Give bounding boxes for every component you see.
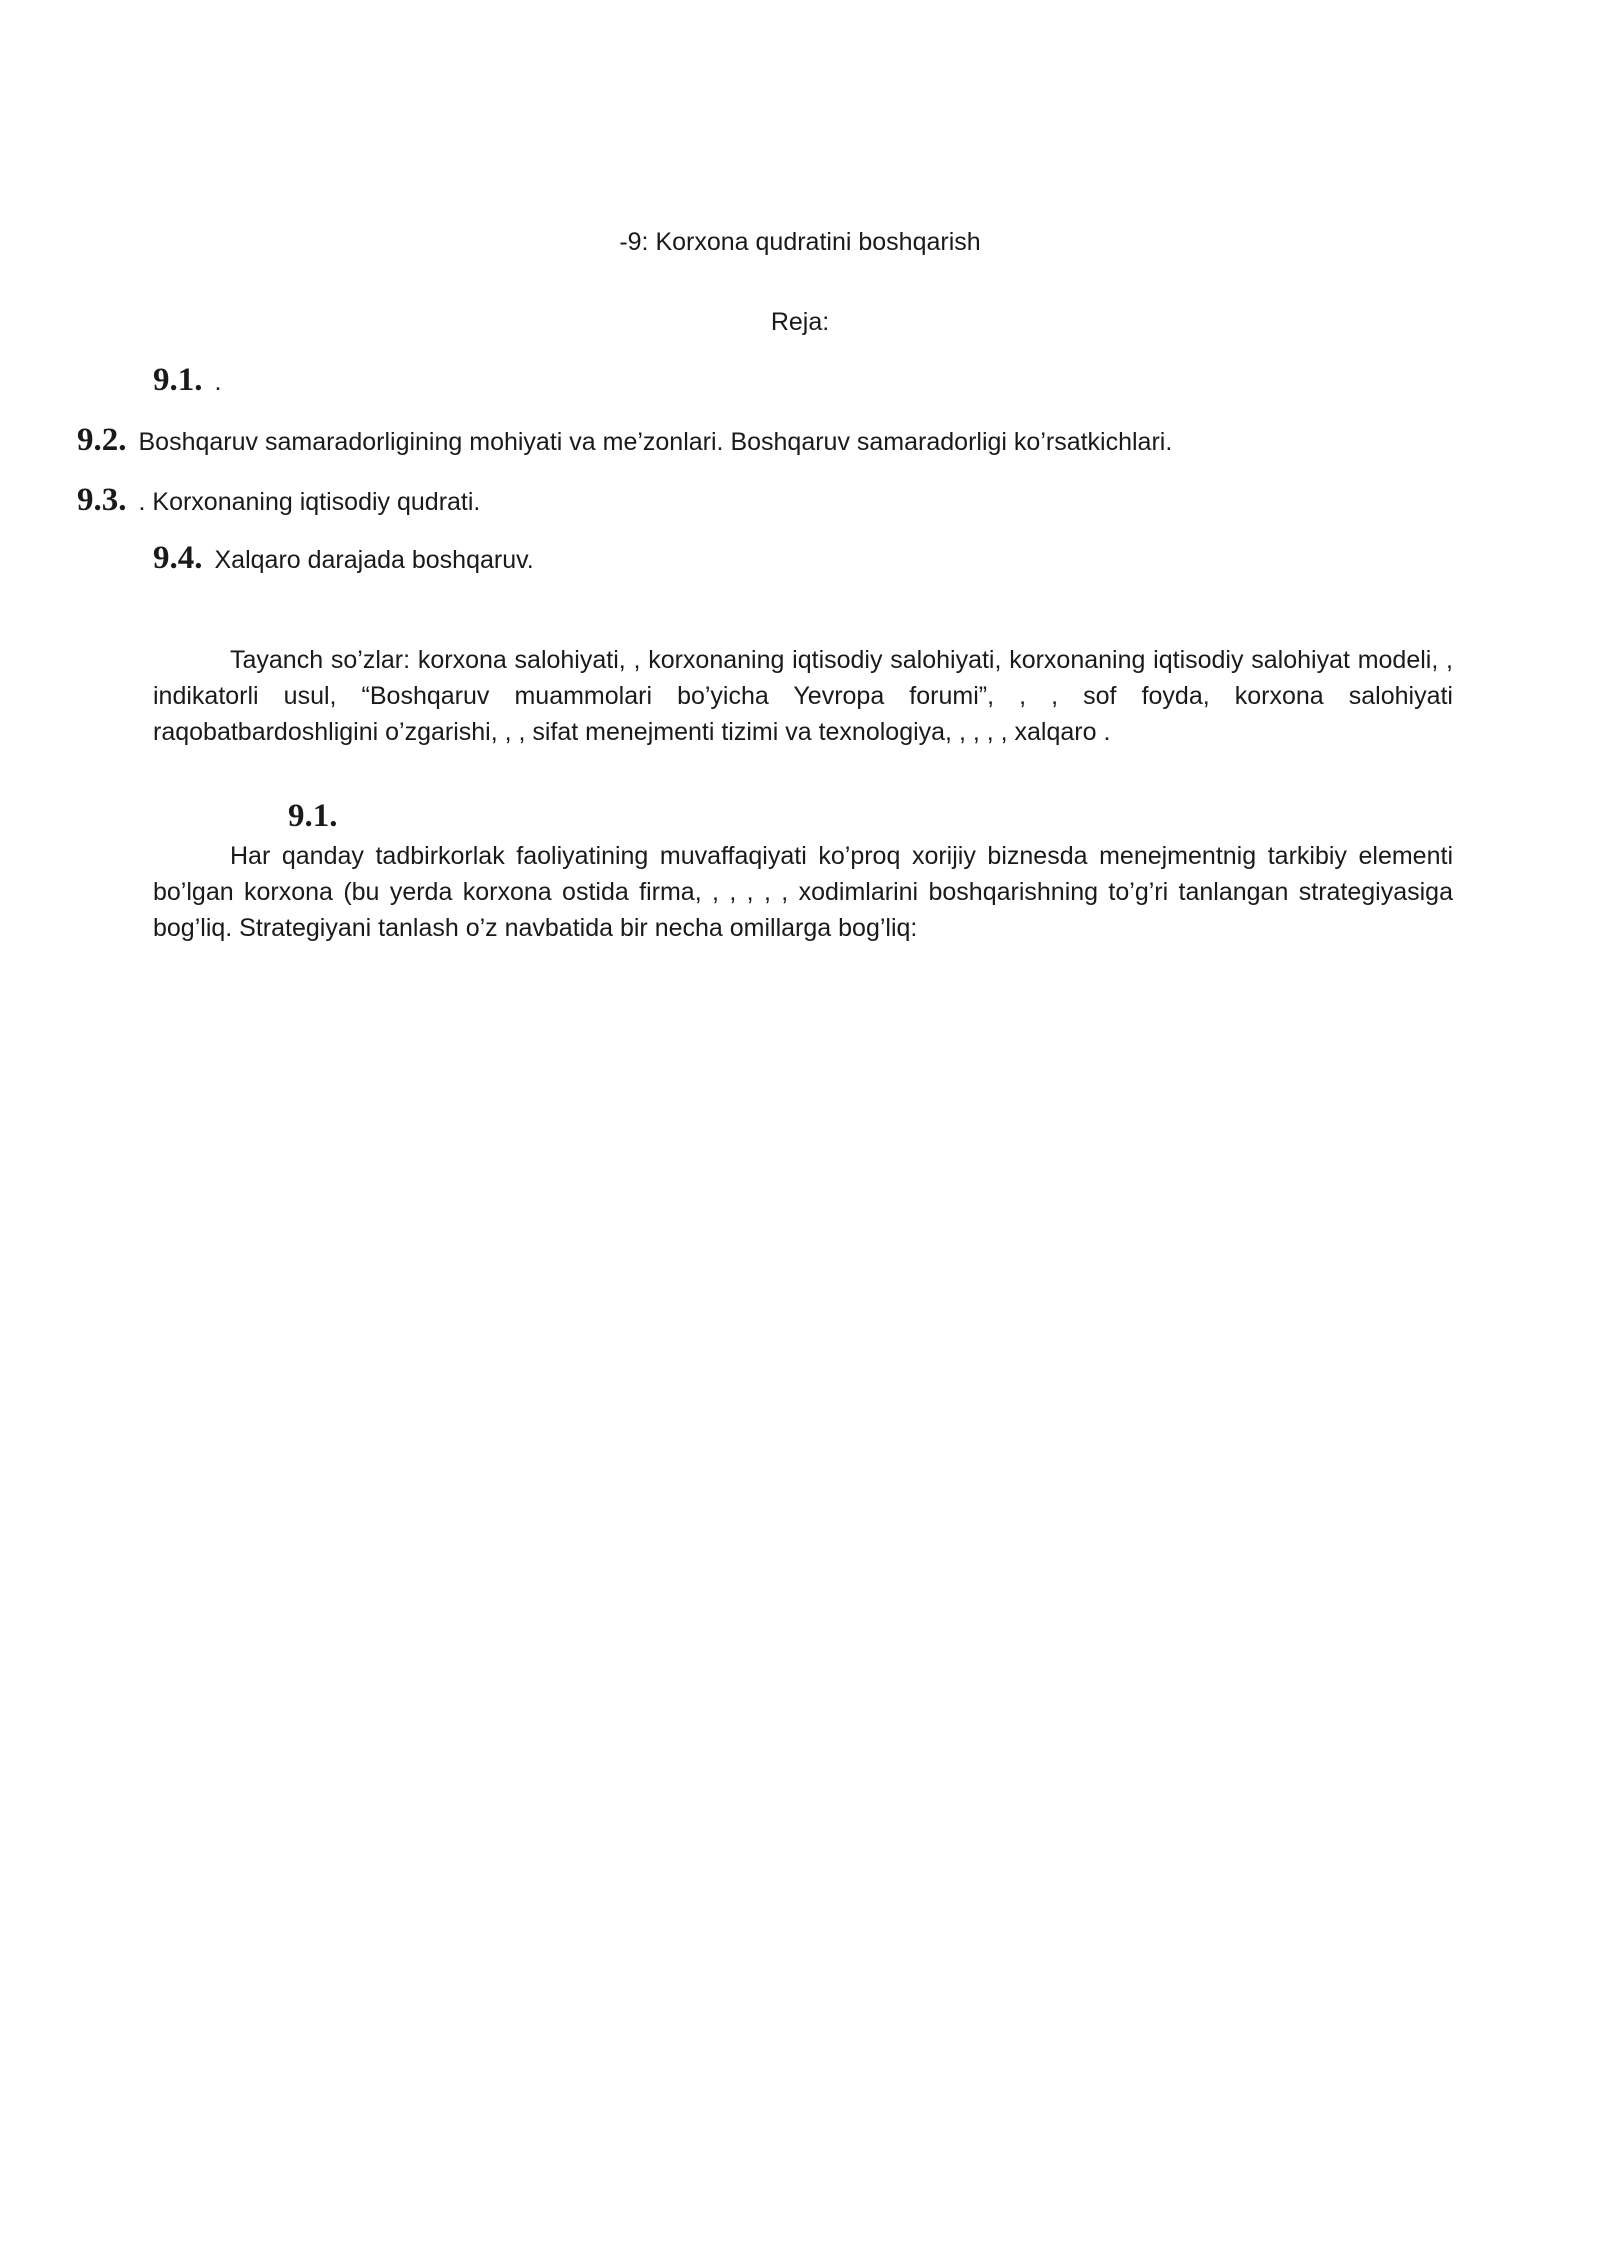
plan-item-9-3 — [77, 482, 480, 519]
plan-item-text: . — [214, 368, 222, 396]
plan-item-9-1 — [153, 362, 221, 399]
plan-item-9-2 — [77, 422, 1172, 459]
section-heading: 9.1. — [288, 798, 338, 834]
plan-item-number: 9.3. — [77, 482, 127, 518]
keywords-paragraph: Tayanch so’zlar: korxona salohiyati, , korxonaning iqtisodiy salohiyati, korxonaning iqtisodiy salohiyat modeli, , indikatorli usul, “Boshqaruv muammolari bo’yicha Yevropa forumi”, , , sof foyda, korxona salohiyati raqobatbardoshligini o’zgarishi, , , sifat menejmenti tizimi va texnologiya, , , , , xalqaro . — [153, 646, 1453, 746]
plan-item-number: 9.4. — [153, 540, 203, 576]
plan-item-text: Xalqaro darajada boshqaruv. — [214, 546, 534, 574]
plan-item-number: 9.1. — [153, 362, 203, 398]
body-paragraph: Har qanday tadbirkorlak faoliyatining muvaffaqiyati ko’proq xorijiy biznesda menejmentnig tarkibiy elementi bo’lgan korxona (bu yerda korxona ostida firma, , , , , , xodimlarini boshqarishning to’g’ri tanlangan strategiyasiga bog’liq. Strategiyani tanlash o’z navbatida bir necha omillarga bog’liq: — [153, 842, 1453, 942]
plan-item-text: . Korxonaning iqtisodiy qudrati. — [138, 488, 481, 516]
document-title: -9: Korxona qudratini boshqarish — [619, 228, 981, 256]
plan-item-number: 9.2. — [77, 422, 127, 458]
plan-label: Reja: — [770, 308, 830, 336]
plan-item-text: Boshqaruv samaradorligining mohiyati va me’zonlari. Boshqaruv samaradorligi ko’rsatkichlari. — [138, 428, 1173, 456]
plan-item-9-4 — [153, 540, 534, 577]
